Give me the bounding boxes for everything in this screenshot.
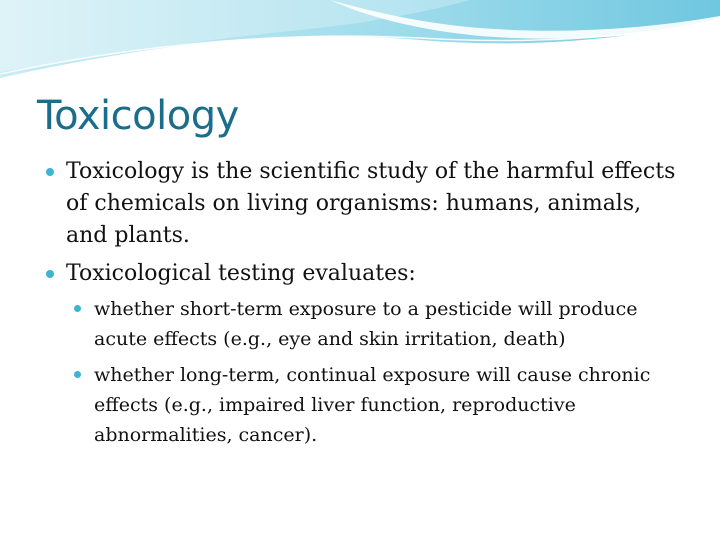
bullet-item bbox=[42, 258, 682, 450]
bullet-item bbox=[42, 156, 682, 252]
sub-bullet-item bbox=[70, 360, 682, 450]
bullet-dot-icon bbox=[46, 168, 54, 176]
sub-bullet-dot-icon bbox=[74, 305, 81, 312]
slide-title: Toxicology bbox=[37, 93, 239, 139]
bullet-list bbox=[42, 156, 682, 456]
header-wave-decoration bbox=[0, 0, 720, 90]
sub-bullet-text: whether long-term, continual exposure will cause chronic effects (e.g., impaired liver function, reproductive abnormalities, cancer). bbox=[94, 364, 651, 446]
bullet-text: Toxicological testing evaluates: bbox=[66, 261, 416, 286]
sub-bullet-dot-icon bbox=[74, 371, 81, 378]
sub-bullet-item bbox=[70, 294, 682, 354]
bullet-dot-icon bbox=[46, 270, 54, 278]
sub-bullet-list bbox=[70, 294, 682, 450]
bullet-text: Toxicology is the scientific study of the harmful effects of chemicals on living organisms: humans, animals, and plants. bbox=[66, 159, 676, 248]
sub-bullet-text: whether short-term exposure to a pesticide will produce acute effects (e.g., eye and skin irritation, death) bbox=[94, 298, 638, 350]
